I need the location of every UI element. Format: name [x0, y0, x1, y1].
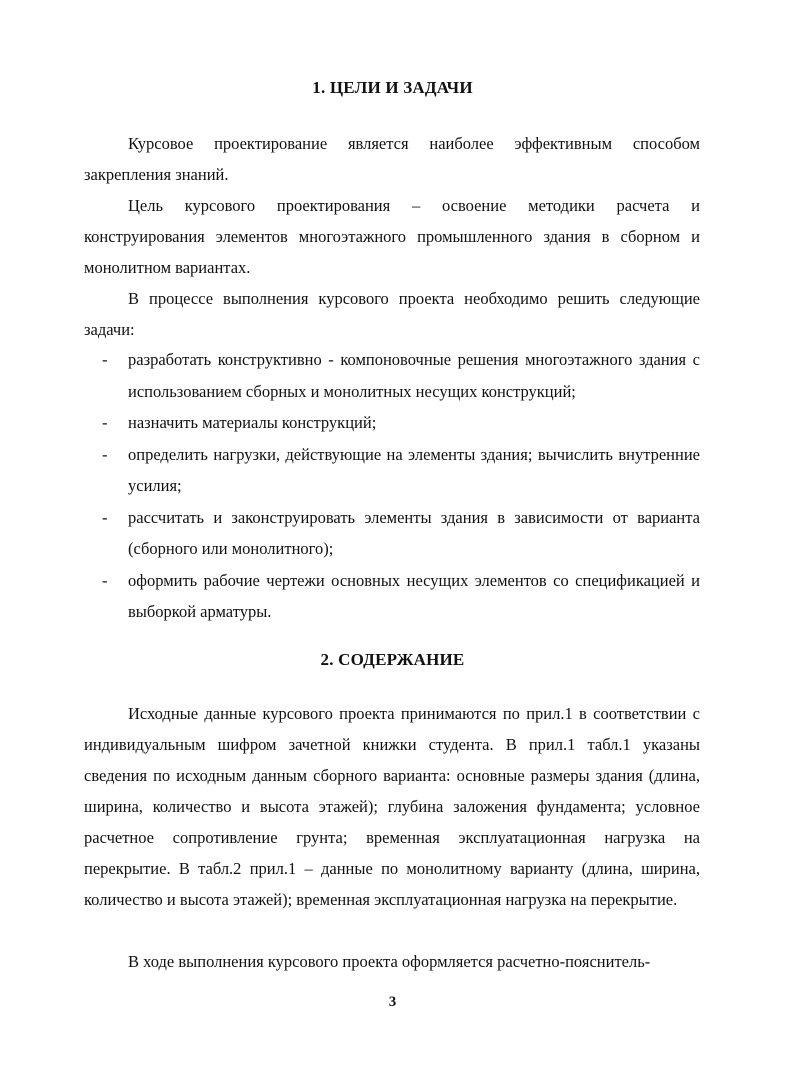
- dash-marker: -: [102, 444, 108, 464]
- list-item-text: назначить материалы конструкций;: [128, 413, 377, 432]
- section-1-title: 1. ЦЕЛИ И ЗАДАЧИ: [312, 78, 473, 97]
- list-item: [84, 565, 700, 628]
- list-item: [84, 439, 700, 502]
- list-item-text: оформить рабочие чертежи основных несущих элементов со спецификацией и выборкой арматуры.: [128, 570, 700, 621]
- section-1-paragraph-2: Цель курсового проектирования – освоение методики расчета и конструирования элементов многоэтажного промышленного здания в сборном и монолитном вариантах.: [84, 196, 700, 277]
- section-1-paragraph-1: Курсовое проектирование является наиболее эффективным способом закрепления знаний.: [84, 134, 700, 184]
- list-item-text: рассчитать и законструировать элементы здания в зависимости от варианта (сборного или монолитного);: [128, 507, 700, 558]
- section-2-paragraph-1: Исходные данные курсового проекта принимаются по прил.1 в соответствии с индивидуальным шифром зачетной книжки студента. В прил.1 табл.1 указаны сведения по исходным данным сборного варианта: основные размеры здания (длина, ширина, количество и высота этажей); глубина заложения фундамента; условное расчетное сопротивление грунта; временная эксплуатационная нагрузка на перекрытие. В табл.2 прил.1 – данные по монолитному варианту (длина, ширина, количество и высота этажей); временная эксплуатационная нагрузка на перекрытие.: [84, 704, 700, 909]
- tasks-list: [84, 344, 700, 628]
- list-item: [84, 344, 700, 407]
- dash-marker: -: [102, 570, 108, 590]
- section-1-paragraph-3: В процессе выполнения курсового проекта необходимо решить следующие задачи:: [84, 289, 700, 339]
- list-item-text: разработать конструктивно - компоновочные решения многоэтажного здания с использованием сборных и монолитных несущих конструкций;: [128, 350, 700, 401]
- list-item: [84, 502, 700, 565]
- dash-marker: -: [102, 413, 108, 432]
- list-item: [84, 407, 700, 439]
- page-number: 3: [388, 994, 397, 1010]
- section-2-title: 2. СОДЕРЖАНИЕ: [320, 650, 465, 669]
- list-item-text: определить нагрузки, действующие на элементы здания; вычислить внутренние усилия;: [128, 444, 700, 495]
- dash-marker: -: [102, 507, 108, 527]
- section-2-paragraph-2: В ходе выполнения курсового проекта оформляется расчетно-пояснитель-: [128, 952, 651, 971]
- dash-marker: -: [102, 350, 108, 369]
